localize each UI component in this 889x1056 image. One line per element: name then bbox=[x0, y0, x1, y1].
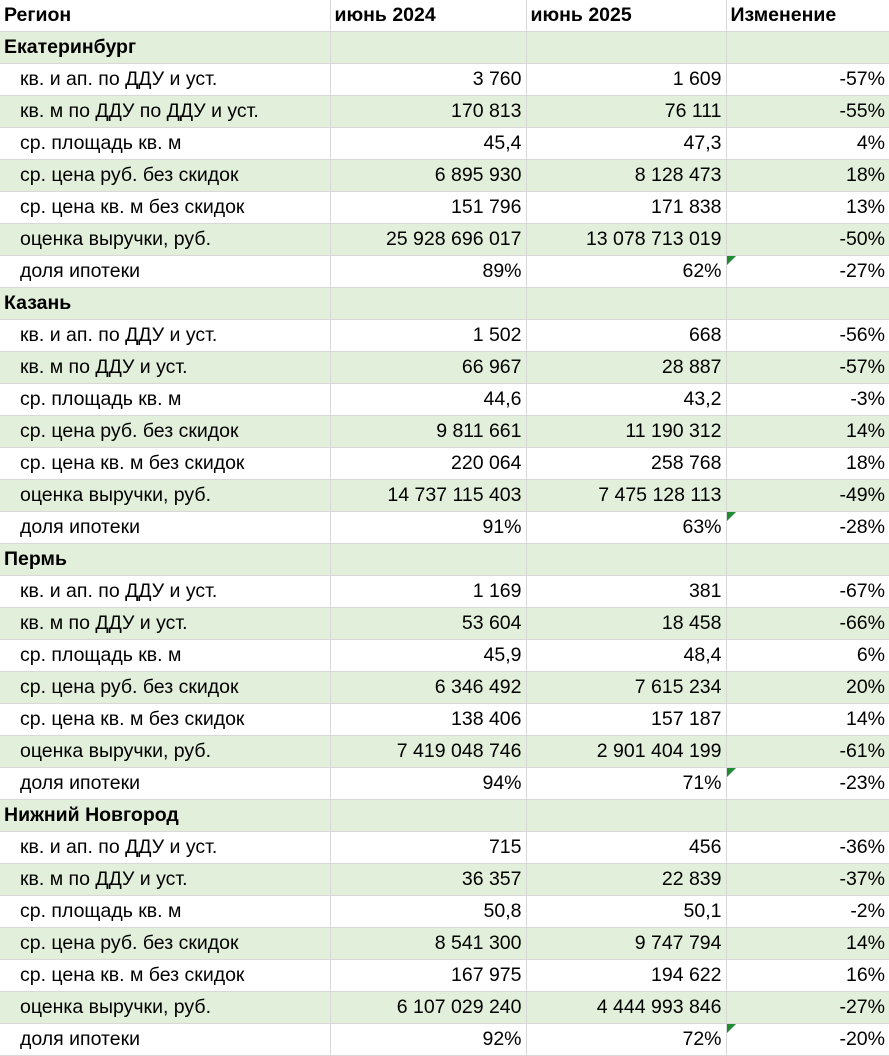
value-2024-cell[interactable] bbox=[330, 928, 526, 960]
value-2024-cell[interactable] bbox=[330, 96, 526, 128]
cell-text: доля ипотеки bbox=[20, 516, 140, 538]
cell-text: ср. цена кв. м без скидок bbox=[20, 196, 245, 218]
change-cell[interactable] bbox=[726, 864, 889, 896]
change-cell[interactable] bbox=[726, 640, 889, 672]
cell-text: 14% bbox=[845, 420, 885, 442]
metric-label-cell[interactable] bbox=[0, 736, 330, 768]
cell-text: 71% bbox=[682, 772, 722, 794]
value-2025-cell[interactable] bbox=[526, 224, 726, 256]
cell-text: -57% bbox=[839, 68, 885, 90]
cell-text: 91% bbox=[482, 516, 522, 538]
value-2025-cell[interactable] bbox=[526, 416, 726, 448]
metric-label-cell[interactable] bbox=[0, 704, 330, 736]
cell-text: кв. и ап. по ДДУ и уст. bbox=[20, 836, 218, 858]
empty-cell[interactable] bbox=[726, 288, 889, 320]
empty-cell[interactable] bbox=[726, 32, 889, 64]
value-2025-cell[interactable] bbox=[526, 320, 726, 352]
table-row bbox=[0, 640, 889, 672]
cell-text: оценка выручки, руб. bbox=[20, 740, 211, 762]
cell-text: доля ипотеки bbox=[20, 260, 140, 282]
value-2024-cell[interactable] bbox=[330, 384, 526, 416]
empty-cell[interactable] bbox=[726, 544, 889, 576]
value-2025-cell[interactable] bbox=[526, 576, 726, 608]
table-row bbox=[0, 480, 889, 512]
table-row bbox=[0, 896, 889, 928]
metric-label-cell[interactable] bbox=[0, 416, 330, 448]
change-cell[interactable] bbox=[726, 416, 889, 448]
cell-text: 8 541 300 bbox=[434, 932, 522, 954]
cell-text: 62% bbox=[682, 260, 722, 282]
change-cell[interactable] bbox=[726, 320, 889, 352]
table-row bbox=[0, 736, 889, 768]
table-row bbox=[0, 992, 889, 1024]
value-2024-cell[interactable] bbox=[330, 832, 526, 864]
cell-text: 63% bbox=[682, 516, 722, 538]
cell-text: 258 768 bbox=[651, 452, 722, 474]
cell-text: 715 bbox=[488, 836, 522, 858]
cell-text: -28% bbox=[839, 516, 885, 538]
change-cell[interactable] bbox=[726, 256, 889, 288]
table-row bbox=[0, 416, 889, 448]
header-row bbox=[0, 0, 889, 32]
value-2024-cell[interactable] bbox=[330, 640, 526, 672]
metric-label-cell[interactable] bbox=[0, 256, 330, 288]
empty-cell[interactable] bbox=[526, 544, 726, 576]
value-2025-cell[interactable] bbox=[526, 736, 726, 768]
empty-cell[interactable] bbox=[726, 800, 889, 832]
cell-text: 20% bbox=[845, 676, 885, 698]
value-2025-cell[interactable] bbox=[526, 608, 726, 640]
empty-cell[interactable] bbox=[330, 288, 526, 320]
value-2024-cell[interactable] bbox=[330, 768, 526, 800]
cell-text: -67% bbox=[839, 580, 885, 602]
cell-text: ср. цена руб. без скидок bbox=[20, 932, 239, 954]
cell-text: 167 975 bbox=[451, 964, 522, 986]
cell-text: 14 737 115 403 bbox=[387, 484, 522, 506]
cell-text: ср. площадь кв. м bbox=[20, 900, 182, 922]
empty-cell[interactable] bbox=[330, 32, 526, 64]
cell-text: 16% bbox=[845, 964, 885, 986]
value-2024-cell[interactable] bbox=[330, 448, 526, 480]
cell-text: 9 811 661 bbox=[436, 420, 522, 442]
cell-text: 2 901 404 199 bbox=[596, 740, 722, 762]
metric-label-cell[interactable] bbox=[0, 192, 330, 224]
value-2025-cell[interactable] bbox=[526, 704, 726, 736]
value-2025-cell[interactable] bbox=[526, 960, 726, 992]
value-2025-cell[interactable] bbox=[526, 768, 726, 800]
cell-text: оценка выручки, руб. bbox=[20, 996, 211, 1018]
table-row bbox=[0, 1024, 889, 1056]
cell-text: -61% bbox=[839, 740, 885, 762]
metric-label-cell[interactable] bbox=[0, 608, 330, 640]
cell-text: доля ипотеки bbox=[20, 772, 140, 794]
value-2024-cell[interactable] bbox=[330, 576, 526, 608]
region-row bbox=[0, 800, 889, 832]
cell-text: 1 169 bbox=[472, 580, 522, 602]
value-2024-cell[interactable] bbox=[330, 1024, 526, 1056]
header-region[interactable]: Регион bbox=[0, 0, 330, 32]
error-indicator-icon[interactable] bbox=[727, 768, 736, 777]
change-cell[interactable] bbox=[726, 704, 889, 736]
metric-label-cell[interactable] bbox=[0, 864, 330, 896]
change-cell[interactable] bbox=[726, 352, 889, 384]
table-row bbox=[0, 96, 889, 128]
cell-text: 28 887 bbox=[661, 356, 722, 378]
cell-text: 4 444 993 846 bbox=[596, 996, 722, 1018]
cell-text: -27% bbox=[839, 996, 885, 1018]
cell-text: 18% bbox=[845, 164, 885, 186]
table-row bbox=[0, 704, 889, 736]
metric-label-cell[interactable] bbox=[0, 928, 330, 960]
cell-text: 76 111 bbox=[664, 100, 722, 122]
metric-label-cell[interactable] bbox=[0, 64, 330, 96]
change-cell[interactable] bbox=[726, 192, 889, 224]
error-indicator-icon[interactable] bbox=[727, 1024, 736, 1033]
cell-text: ср. цена кв. м без скидок bbox=[20, 452, 245, 474]
table-row bbox=[0, 128, 889, 160]
table-row bbox=[0, 352, 889, 384]
cell-text: 7 615 234 bbox=[634, 676, 722, 698]
metric-label-cell[interactable] bbox=[0, 448, 330, 480]
change-cell[interactable] bbox=[726, 928, 889, 960]
value-2024-cell[interactable] bbox=[330, 64, 526, 96]
cell-text: 171 838 bbox=[651, 196, 722, 218]
metric-label-cell[interactable] bbox=[0, 896, 330, 928]
value-2024-cell[interactable] bbox=[330, 128, 526, 160]
value-2024-cell[interactable] bbox=[330, 416, 526, 448]
metric-label-cell[interactable] bbox=[0, 960, 330, 992]
cell-text: 53 604 bbox=[461, 612, 522, 634]
region-name-cell[interactable]: Казань bbox=[0, 288, 330, 320]
empty-cell[interactable] bbox=[330, 800, 526, 832]
cell-text: 13% bbox=[845, 196, 885, 218]
change-cell[interactable] bbox=[726, 736, 889, 768]
value-2024-cell[interactable] bbox=[330, 864, 526, 896]
change-cell[interactable] bbox=[726, 608, 889, 640]
cell-text: 1 609 bbox=[672, 68, 722, 90]
error-indicator-icon[interactable] bbox=[727, 512, 736, 521]
cell-text: -49% bbox=[839, 484, 885, 506]
value-2025-cell[interactable] bbox=[526, 512, 726, 544]
cell-text: -36% bbox=[839, 836, 885, 858]
value-2025-cell[interactable] bbox=[526, 128, 726, 160]
cell-text: 48,4 bbox=[683, 644, 722, 666]
value-2024-cell[interactable] bbox=[330, 960, 526, 992]
header-change[interactable]: Изменение bbox=[726, 0, 889, 32]
change-cell[interactable] bbox=[726, 576, 889, 608]
metric-label-cell[interactable] bbox=[0, 320, 330, 352]
cell-text: 13 078 713 019 bbox=[585, 228, 722, 250]
table-body bbox=[0, 32, 889, 1056]
cell-text: 22 839 bbox=[661, 868, 722, 890]
metric-label-cell[interactable] bbox=[0, 160, 330, 192]
cell-text: 6 346 492 bbox=[434, 676, 522, 698]
cell-text: кв. м по ДДУ и уст. bbox=[20, 868, 188, 890]
cell-text: ср. площадь кв. м bbox=[20, 388, 182, 410]
value-2025-cell[interactable] bbox=[526, 384, 726, 416]
cell-text: кв. м по ДДУ по ДДУ и уст. bbox=[20, 100, 259, 122]
cell-text: 170 813 bbox=[451, 100, 522, 122]
table-row bbox=[0, 384, 889, 416]
cell-text: кв. и ап. по ДДУ и уст. bbox=[20, 324, 218, 346]
empty-cell[interactable] bbox=[526, 32, 726, 64]
value-2024-cell[interactable] bbox=[330, 256, 526, 288]
cell-text: 6 107 029 240 bbox=[396, 996, 522, 1018]
cell-text: 50,1 bbox=[683, 900, 722, 922]
value-2025-cell[interactable] bbox=[526, 896, 726, 928]
cell-text: кв. м по ДДУ и уст. bbox=[20, 356, 188, 378]
metric-label-cell[interactable] bbox=[0, 384, 330, 416]
value-2024-cell[interactable] bbox=[330, 352, 526, 384]
change-cell[interactable] bbox=[726, 224, 889, 256]
cell-text: 138 406 bbox=[451, 708, 522, 730]
empty-cell[interactable] bbox=[330, 544, 526, 576]
value-2025-cell[interactable] bbox=[526, 352, 726, 384]
change-cell[interactable] bbox=[726, 960, 889, 992]
cell-text: ср. цена кв. м без скидок bbox=[20, 708, 245, 730]
value-2025-cell[interactable] bbox=[526, 864, 726, 896]
cell-text: 14% bbox=[845, 932, 885, 954]
metric-label-cell[interactable] bbox=[0, 768, 330, 800]
metric-label-cell[interactable] bbox=[0, 224, 330, 256]
value-2024-cell[interactable] bbox=[330, 224, 526, 256]
table-row bbox=[0, 960, 889, 992]
change-cell[interactable] bbox=[726, 992, 889, 1024]
cell-text: -55% bbox=[839, 100, 885, 122]
value-2025-cell[interactable] bbox=[526, 64, 726, 96]
value-2024-cell[interactable] bbox=[330, 160, 526, 192]
change-cell[interactable] bbox=[726, 448, 889, 480]
cell-text: 43,2 bbox=[683, 388, 722, 410]
cell-text: 8 128 473 bbox=[634, 164, 722, 186]
cell-text: кв. и ап. по ДДУ и уст. bbox=[20, 68, 218, 90]
value-2024-cell[interactable] bbox=[330, 512, 526, 544]
table-row bbox=[0, 320, 889, 352]
cell-text: доля ипотеки bbox=[20, 1028, 140, 1050]
cell-text: ср. площадь кв. м bbox=[20, 644, 182, 666]
cell-text: 18 458 bbox=[661, 612, 722, 634]
change-cell[interactable] bbox=[726, 672, 889, 704]
value-2025-cell[interactable] bbox=[526, 480, 726, 512]
cell-text: 14% bbox=[845, 708, 885, 730]
metric-label-cell[interactable] bbox=[0, 672, 330, 704]
cell-text: кв. и ап. по ДДУ и уст. bbox=[20, 580, 218, 602]
table-row bbox=[0, 672, 889, 704]
cell-text: 220 064 bbox=[451, 452, 522, 474]
metric-label-cell[interactable] bbox=[0, 128, 330, 160]
change-cell[interactable] bbox=[726, 160, 889, 192]
cell-text: -3% bbox=[850, 388, 885, 410]
cell-text: 668 bbox=[688, 324, 722, 346]
change-cell[interactable] bbox=[726, 480, 889, 512]
value-2024-cell[interactable] bbox=[330, 896, 526, 928]
value-2024-cell[interactable] bbox=[330, 480, 526, 512]
empty-cell[interactable] bbox=[526, 800, 726, 832]
region-row bbox=[0, 288, 889, 320]
value-2025-cell[interactable] bbox=[526, 928, 726, 960]
cell-text: 47,3 bbox=[683, 132, 722, 154]
cell-text: 18% bbox=[845, 452, 885, 474]
cell-text: 94% bbox=[482, 772, 522, 794]
table-row bbox=[0, 928, 889, 960]
value-2025-cell[interactable] bbox=[526, 96, 726, 128]
cell-text: 36 357 bbox=[461, 868, 522, 890]
cell-text: 25 928 696 017 bbox=[385, 228, 522, 250]
change-cell[interactable] bbox=[726, 512, 889, 544]
cell-text: 45,9 bbox=[483, 644, 522, 666]
cell-text: -2% bbox=[850, 900, 885, 922]
value-2025-cell[interactable] bbox=[526, 160, 726, 192]
cell-text: -37% bbox=[839, 868, 885, 890]
cell-text: -23% bbox=[839, 772, 885, 794]
cell-text: -57% bbox=[839, 356, 885, 378]
cell-text: 9 747 794 bbox=[634, 932, 722, 954]
change-cell[interactable] bbox=[726, 64, 889, 96]
table-row bbox=[0, 64, 889, 96]
cell-text: 92% bbox=[482, 1028, 522, 1050]
cell-text: 7 419 048 746 bbox=[396, 740, 522, 762]
cell-text: 456 bbox=[688, 836, 722, 858]
header-june-2025[interactable]: июнь 2025 bbox=[526, 0, 726, 32]
region-row bbox=[0, 544, 889, 576]
value-2025-cell[interactable] bbox=[526, 832, 726, 864]
table-row bbox=[0, 832, 889, 864]
value-2024-cell[interactable] bbox=[330, 992, 526, 1024]
cell-text: 66 967 bbox=[461, 356, 522, 378]
table-row bbox=[0, 224, 889, 256]
value-2025-cell[interactable] bbox=[526, 256, 726, 288]
table-row bbox=[0, 256, 889, 288]
table-row bbox=[0, 512, 889, 544]
cell-text: -20% bbox=[839, 1028, 885, 1050]
value-2024-cell[interactable] bbox=[330, 736, 526, 768]
cell-text: -27% bbox=[839, 260, 885, 282]
cell-text: 3 760 bbox=[472, 68, 522, 90]
cell-text: -50% bbox=[839, 228, 885, 250]
metric-label-cell[interactable] bbox=[0, 1024, 330, 1056]
cell-text: 11 190 312 bbox=[625, 420, 722, 442]
value-2024-cell[interactable] bbox=[330, 672, 526, 704]
change-cell[interactable] bbox=[726, 1024, 889, 1056]
metric-label-cell[interactable] bbox=[0, 480, 330, 512]
cell-text: 151 796 bbox=[451, 196, 522, 218]
region-name-cell[interactable]: Екатеринбург bbox=[0, 32, 330, 64]
table-row bbox=[0, 768, 889, 800]
cell-text: 4% bbox=[856, 132, 885, 154]
cell-text: 381 bbox=[688, 580, 722, 602]
cell-text: 194 622 bbox=[651, 964, 722, 986]
value-2025-cell[interactable] bbox=[526, 992, 726, 1024]
cell-text: ср. цена кв. м без скидок bbox=[20, 964, 245, 986]
cell-text: 45,4 bbox=[483, 132, 522, 154]
change-cell[interactable] bbox=[726, 96, 889, 128]
table-row bbox=[0, 864, 889, 896]
table-row bbox=[0, 448, 889, 480]
error-indicator-icon[interactable] bbox=[727, 256, 736, 265]
table-row bbox=[0, 160, 889, 192]
cell-text: ср. площадь кв. м bbox=[20, 132, 182, 154]
cell-text: 1 502 bbox=[472, 324, 522, 346]
cell-text: оценка выручки, руб. bbox=[20, 228, 211, 250]
metric-label-cell[interactable] bbox=[0, 992, 330, 1024]
cell-text: -56% bbox=[839, 324, 885, 346]
cell-text: -66% bbox=[839, 612, 885, 634]
cell-text: 6% bbox=[856, 644, 885, 666]
change-cell[interactable] bbox=[726, 896, 889, 928]
cell-text: ср. цена руб. без скидок bbox=[20, 420, 239, 442]
cell-text: 89% bbox=[482, 260, 522, 282]
metric-label-cell[interactable] bbox=[0, 640, 330, 672]
cell-text: 44,6 bbox=[483, 388, 522, 410]
metric-label-cell[interactable] bbox=[0, 352, 330, 384]
table-row bbox=[0, 192, 889, 224]
cell-text: 72% bbox=[682, 1028, 722, 1050]
change-cell[interactable] bbox=[726, 384, 889, 416]
cell-text: кв. м по ДДУ и уст. bbox=[20, 612, 188, 634]
cell-text: 157 187 bbox=[651, 708, 722, 730]
empty-cell[interactable] bbox=[526, 288, 726, 320]
value-2024-cell[interactable] bbox=[330, 704, 526, 736]
table-row bbox=[0, 608, 889, 640]
value-2024-cell[interactable] bbox=[330, 608, 526, 640]
cell-text: ср. цена руб. без скидок bbox=[20, 676, 239, 698]
value-2025-cell[interactable] bbox=[526, 640, 726, 672]
metric-label-cell[interactable] bbox=[0, 576, 330, 608]
change-cell[interactable] bbox=[726, 832, 889, 864]
value-2024-cell[interactable] bbox=[330, 320, 526, 352]
change-cell[interactable] bbox=[726, 128, 889, 160]
cell-text: 7 475 128 113 bbox=[598, 484, 722, 506]
cell-text: 50,8 bbox=[483, 900, 522, 922]
region-row bbox=[0, 32, 889, 64]
change-cell[interactable] bbox=[726, 768, 889, 800]
value-2025-cell[interactable] bbox=[526, 192, 726, 224]
metric-label-cell[interactable] bbox=[0, 512, 330, 544]
value-2025-cell[interactable] bbox=[526, 448, 726, 480]
cell-text: оценка выручки, руб. bbox=[20, 484, 211, 506]
value-2025-cell[interactable] bbox=[526, 672, 726, 704]
header-june-2024[interactable]: июнь 2024 bbox=[330, 0, 526, 32]
metric-label-cell[interactable] bbox=[0, 96, 330, 128]
cell-text: 6 895 930 bbox=[434, 164, 522, 186]
table-row bbox=[0, 576, 889, 608]
value-2024-cell[interactable] bbox=[330, 192, 526, 224]
cell-text: ср. цена руб. без скидок bbox=[20, 164, 239, 186]
region-name-cell[interactable]: Пермь bbox=[0, 544, 330, 576]
value-2025-cell[interactable] bbox=[526, 1024, 726, 1056]
metric-label-cell[interactable] bbox=[0, 832, 330, 864]
region-name-cell[interactable]: Нижний Новгород bbox=[0, 800, 330, 832]
